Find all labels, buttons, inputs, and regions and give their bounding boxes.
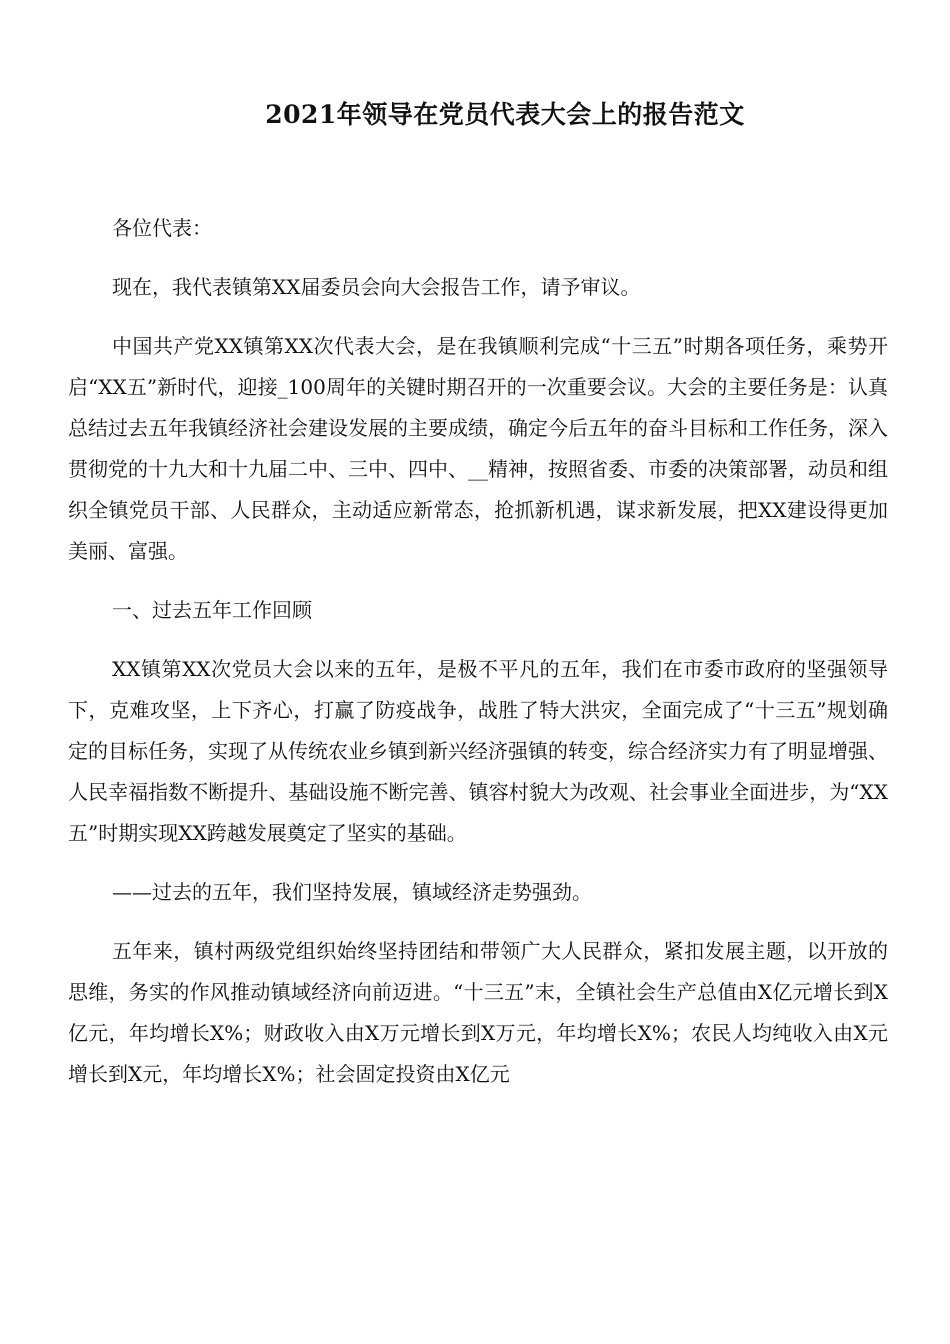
body-paragraph: XX镇第XX次党员大会以来的五年，是极不平凡的五年，我们在市委市政府的坚强领导下，克难攻坚，上下齐心，打赢了防疫战争，战胜了特大洪灾，全面完成了“十三五”规划确定的目标任务，实现了从传统农业乡镇到新兴经济强镇的转变，综合经济实力有了明显增强、人民幸福指数不断提升、基础设施不断完善、镇容村貌大为改观、社会事业全面进步，为“XX五”时期实现XX跨越发展奠定了坚实的基础。: [68, 657, 888, 845]
salutation-paragraph: 各位代表：: [112, 216, 212, 240]
section-heading: 一、过去五年工作回顾: [112, 598, 312, 622]
body-paragraph: 现在，我代表镇第XX届委员会向大会报告工作，请予审议。: [112, 275, 641, 299]
document-title: 2021年领导在党员代表大会上的报告范文: [265, 100, 745, 129]
body-paragraph: 中国共产党XX镇第XX次代表大会，是在我镇顺利完成“十三五”时期各项任务，乘势开启“XX五”新时代，迎接_100周年的关键时期召开的一次重要会议。大会的主要任务是：认真总结过去五年我镇经济社会建设发展的主要成绩，确定今后五年的奋斗目标和工作任务，深入贯彻党的十九大和十九届二中、三中、四中、__精神，按照省委、市委的决策部署，动员和组织全镇党员干部、人民群众，主动适应新常态，抢抓新机遇，谋求新发展，把XX建设得更加美丽、富强。: [68, 334, 888, 563]
body-paragraph: 五年来，镇村两级党组织始终坚持团结和带领广大人民群众，紧扣发展主题，以开放的思维，务实的作风推动镇域经济向前迈进。“十三五”末，全镇社会生产总值由X亿元增长到X亿元，年均增长X%；财政收入由X万元增长到X万元，年均增长X%；农民人均纯收入由X元增长到X元，年均增长X%；社会固定投资由X亿元: [68, 939, 888, 1086]
subsection-heading: ——过去的五年，我们坚持发展，镇域经济走势强劲。: [112, 880, 592, 904]
document-body: [68, 208, 888, 1113]
